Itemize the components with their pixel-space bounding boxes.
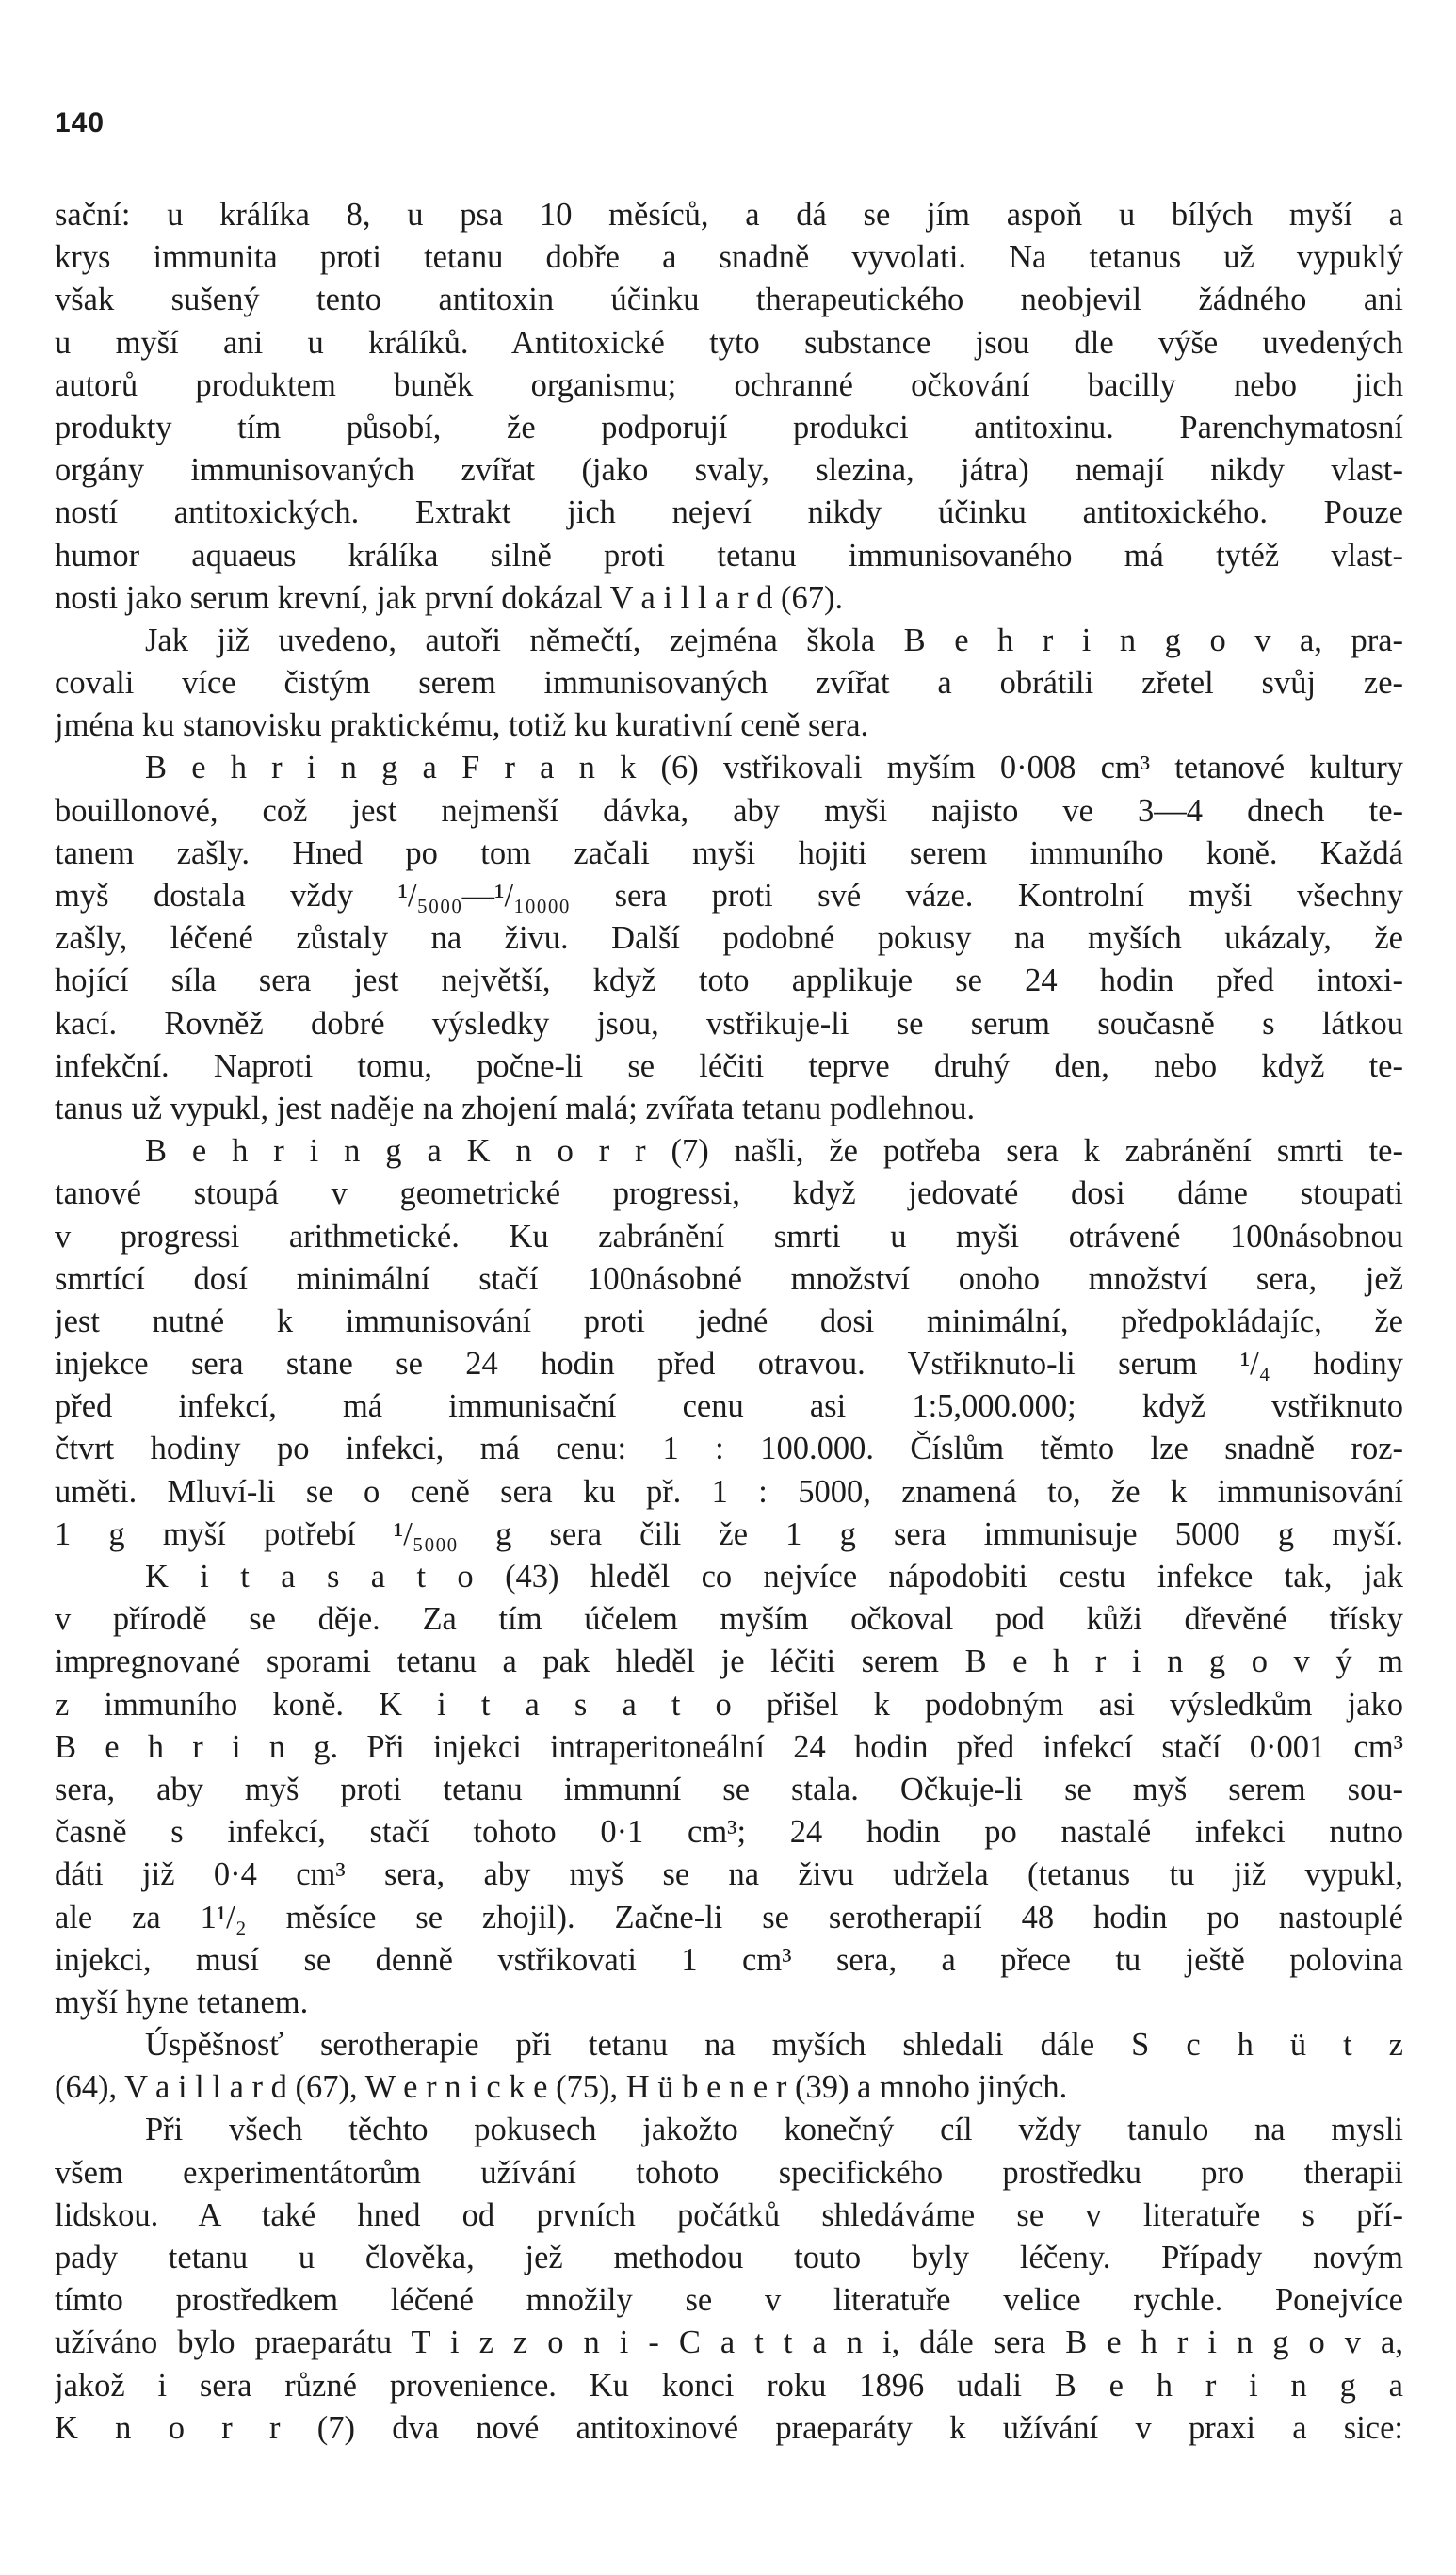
text-line: užíváno bylo praeparátu T i z z o n i - C a t t a n i, dále sera B e h r i n g o v a, [55, 2324, 1403, 2361]
text-line: Jak již uvedeno, autoři němečtí, zejména škola B e h r i n g o v a, pra- [145, 622, 1403, 658]
text-line: z immuního koně. K i t a s a t o přišel k podobným asi výsledkům jako [55, 1686, 1403, 1723]
text-line: 1 g myší potřebí ¹/₅₀₀₀ g sera čili že 1 g sera immunisuje 5000 g myší. [55, 1515, 1403, 1552]
text-line: tanem zašly. Hned po tom začali myši hojiti serem immuního koně. Každá [55, 834, 1403, 871]
text-line: (64), V a i l l a r d (67), W e r n i c k e (75), H ü b e n e r (39) a mnoho jiných. [55, 2069, 1068, 2106]
text-line: jména ku stanovisku praktickému, totiž ku kurativní ceně sera. [55, 707, 869, 744]
body-text [55, 194, 1403, 2450]
text-line: všem experimentátorům užívání tohoto specifického prostředku pro therapii [55, 2154, 1403, 2191]
text-line: K i t a s a t o (43) hleděl co nejvíce nápodobiti cestu infekce tak, jak [145, 1559, 1403, 1595]
text-line: nosti jako serum krevní, jak první dokázal V a i l l a r d (67). [55, 579, 844, 616]
text-line: B e h r i n g a F r a n k (6) vstřikovali myším 0·008 cm³ tetanové kultury [145, 750, 1403, 786]
text-line: autorů produktem buněk organismu; ochranné očkování bacilly nebo jich [55, 366, 1403, 403]
text-line: orgány immunisovaných zvířat (jako svaly, slezina, játra) nemají nikdy vlast- [55, 452, 1403, 489]
text-line: v progressi arithmetické. Ku zabránění smrti u myši otrávené 100násobnou [55, 1218, 1403, 1255]
text-line: v přírodě se děje. Za tím účelem myším očkoval pod kůži dřevěné třísky [55, 1601, 1403, 1638]
text-line: pady tetanu u člověka, jež methodou touto byly léčeny. Případy novým [55, 2240, 1403, 2275]
text-line: bouillonové, což jest nejmenší dávka, aby myši najisto ve 3—4 dnech te- [55, 792, 1403, 829]
text-line: tanové stoupá v geometrické progressi, když jedovaté dosi dáme stoupati [55, 1175, 1403, 1212]
text-line: Úspěšnosť serotherapie při tetanu na myších shledali dále S c h ü t z [145, 2027, 1403, 2064]
text-line: injekci, musí se denně vstřikovati 1 cm³ sera, a přece tu ještě polovina [55, 1941, 1403, 1978]
text-line: ností antitoxických. Extrakt jich nejeví nikdy účinku antitoxického. Pouze [55, 494, 1403, 531]
text-line: kací. Rovněž dobré výsledky jsou, vstřikuje-li se serum současně s látkou [55, 1005, 1403, 1042]
text-line: tímto prostředkem léčené množily se v literatuře velice rychle. Ponejvíce [55, 2282, 1403, 2319]
text-line: lidskou. A také hned od prvních počátků shledáváme se v literatuře s pří- [55, 2196, 1403, 2233]
text-line: tanus už vypukl, jest naděje na zhojení malá; zvířata tetanu podlehnou. [55, 1090, 976, 1126]
text-line: produkty tím působí, že podporují produkci antitoxinu. Parenchymatosní [55, 409, 1403, 445]
text-line: injekce sera stane se 24 hodin před otravou. Vstřiknuto-li serum ¹/₄ hodiny [55, 1346, 1403, 1383]
text-line: jakož i sera různé provenience. Ku konci roku 1896 udali B e h r i n g a [55, 2367, 1403, 2404]
text-line: dáti již 0·4 cm³ sera, aby myš se na živu udržela (tetanus tu již vypukl, [55, 1856, 1403, 1893]
text-line: B e h r i n g. Při injekci intraperitoneální 24 hodin před infekcí stačí 0·001 cm³ [55, 1728, 1403, 1765]
text-line: B e h r i n g a K n o r r (7) našli, že potřeba sera k zabránění smrti te- [145, 1133, 1403, 1170]
text-line: impregnované sporami tetanu a pak hleděl je léčiti serem B e h r i n g o v ý m [55, 1644, 1403, 1680]
text-line: krys immunita proti tetanu dobře a snadně vyvolati. Na tetanus už vypuklý [55, 239, 1403, 276]
text-line: infekční. Naproti tomu, počne-li se léčiti teprve druhý den, nebo když te- [55, 1047, 1403, 1084]
text-line: sační: u králíka 8, u psa 10 měsíců, a dá se jím aspoň u bílých myší a [55, 197, 1403, 233]
text-line: ale za 1¹/₂ měsíce se zhojil). Začne-li se serotherapií 48 hodin po nastouplé [55, 1899, 1403, 1935]
text-line: covali více čistým serem immunisovaných zvířat a obrátili zřetel svůj ze- [55, 665, 1403, 702]
text-line: před infekcí, má immunisační cenu asi 1:5,000.000; když vstřiknuto [55, 1388, 1403, 1425]
text-line: myš dostala vždy ¹/₅₀₀₀—¹/₁₀₀₀₀ sera proti své váze. Kontrolní myši všechny [55, 878, 1403, 914]
text-line: K n o r r (7) dva nové antitoxinové praeparáty k užívání v praxi a sice: [55, 2409, 1403, 2446]
text-line: časně s infekcí, stačí tohoto 0·1 cm³; 24 hodin po nastalé infekci nutno [55, 1814, 1403, 1851]
text-line: však sušený tento antitoxin účinku therapeutického neobjevil žádného ani [55, 282, 1403, 318]
text-line: smrtící dosí minimální stačí 100násobné množství onoho množství sera, jež [55, 1260, 1403, 1297]
text-line: myší hyne tetanem. [55, 1984, 309, 2020]
text-line: sera, aby myš proti tetanu immunní se stala. Očkuje-li se myš serem sou- [55, 1771, 1403, 1807]
page-number: 140 [55, 107, 105, 138]
text-line: u myší ani u králíků. Antitoxické tyto substance jsou dle výše uvedených [55, 324, 1403, 361]
text-line: čtvrt hodiny po infekci, má cenu: 1 : 100.000. Číslům těmto lze snadně roz- [55, 1431, 1403, 1467]
text-line: zašly, léčené zůstaly na živu. Další podobné pokusy na myších ukázaly, že [55, 920, 1403, 957]
text-line: humor aquaeus králíka silně proti tetanu immunisovaného má tytéž vlast- [55, 537, 1403, 574]
text-line: uměti. Mluví-li se o ceně sera ku př. 1 : 5000, znamená to, že k immunisování [55, 1473, 1403, 1510]
text-line: jest nutné k immunisování proti jedné dosi minimální, předpokládajíc, že [55, 1303, 1403, 1339]
text-line: Při všech těchto pokusech jakožto konečný cíl vždy tanulo na mysli [145, 2112, 1403, 2148]
text-line: hojící síla sera jest největší, když toto applikuje se 24 hodin před intoxi- [55, 963, 1403, 999]
